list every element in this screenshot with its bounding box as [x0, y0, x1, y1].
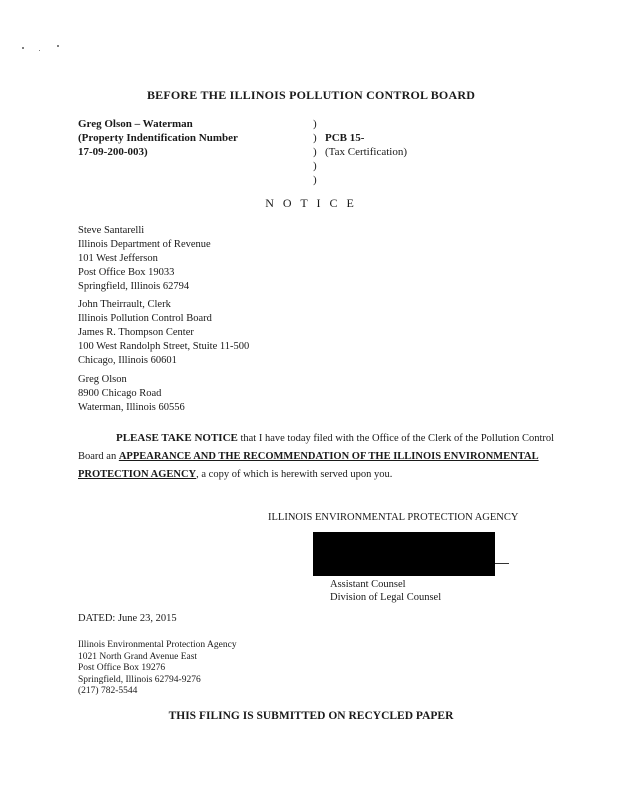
notice-heading: N O T I C E — [265, 196, 357, 210]
address-line: 8900 Chicago Road — [78, 388, 162, 399]
recycled-paper-footer: THIS FILING IS SUBMITTED ON RECYCLED PAPER — [168, 710, 454, 722]
address-line: 101 West Jefferson — [78, 253, 158, 264]
address-line: Post Office Box 19276 — [78, 663, 166, 673]
recipient-block — [78, 373, 185, 415]
address-line: Springfield, Illinois 62794 — [78, 281, 190, 292]
case-caption-parties — [78, 117, 238, 159]
address-line: (217) 782-5544 — [78, 686, 138, 696]
caption-paren: ) — [313, 146, 317, 158]
address-line: 1021 North Grand Avenue East — [78, 651, 198, 662]
signature-agency: ILLINOIS ENVIRONMENTAL PROTECTION AGENCY — [268, 512, 519, 523]
notice-text-end: , a copy of which is herewith served upon you. — [196, 469, 393, 480]
address-line: Illinois Department of Revenue — [78, 239, 211, 250]
address-line: Chicago, Illinois 60601 — [78, 355, 177, 366]
address-line: Illinois Environmental Protection Agency — [78, 640, 237, 650]
caption-line: Greg Olson – Waterman — [78, 118, 193, 130]
filed-document-title: APPEARANCE AND THE RECOMMENDATION OF THE ILLINOIS ENVIRONMENTAL PROTECTION AGENCY — [78, 451, 539, 480]
recipient-block — [78, 224, 211, 294]
caption-parentheses — [313, 117, 317, 187]
caption-paren: ) — [313, 118, 317, 130]
scan-speck — [39, 50, 40, 51]
address-line: Illinois Pollution Control Board — [78, 313, 212, 324]
address-line: Springfield, Illinois 62794-9276 — [78, 674, 201, 685]
signer-division: Division of Legal Counsel — [330, 592, 442, 603]
notice-paragraph — [78, 429, 558, 484]
address-line: James R. Thompson Center — [78, 327, 194, 338]
case-type: (Tax Certification) — [325, 146, 408, 158]
address-line: 100 West Randolph Street, Stuite 11-500 — [78, 341, 250, 352]
caption-paren: ) — [313, 174, 317, 186]
caption-line: (Property Indentification Number — [78, 132, 238, 144]
signature-line — [495, 563, 509, 564]
caption-line: 17-09-200-003) — [78, 146, 148, 158]
agency-address — [78, 640, 237, 698]
date-line: DATED: June 23, 2015 — [78, 613, 177, 624]
address-line: Post Office Box 19033 — [78, 267, 175, 278]
board-title: BEFORE THE ILLINOIS POLLUTION CONTROL BOARD — [146, 88, 476, 102]
notice-lead: PLEASE TAKE NOTICE — [116, 432, 238, 444]
address-line: John Theirrault, Clerk — [78, 299, 171, 310]
signer-title: Assistant Counsel — [330, 579, 406, 590]
scan-speck — [22, 47, 24, 49]
address-line: Greg Olson — [78, 374, 127, 385]
case-number: PCB 15- — [325, 132, 365, 144]
notice-text: that I have today filed with the Office of the Clerk of the Pollution Control Board an — [78, 433, 555, 462]
scan-speck — [57, 45, 59, 47]
caption-paren: ) — [313, 160, 317, 172]
caption-paren: ) — [313, 132, 317, 144]
recipient-block — [78, 298, 249, 368]
signature-block — [330, 578, 441, 604]
redacted-signature — [313, 532, 495, 576]
case-caption-number — [325, 131, 407, 159]
address-line: Steve Santarelli — [78, 225, 145, 236]
address-line: Waterman, Illinois 60556 — [78, 402, 185, 413]
